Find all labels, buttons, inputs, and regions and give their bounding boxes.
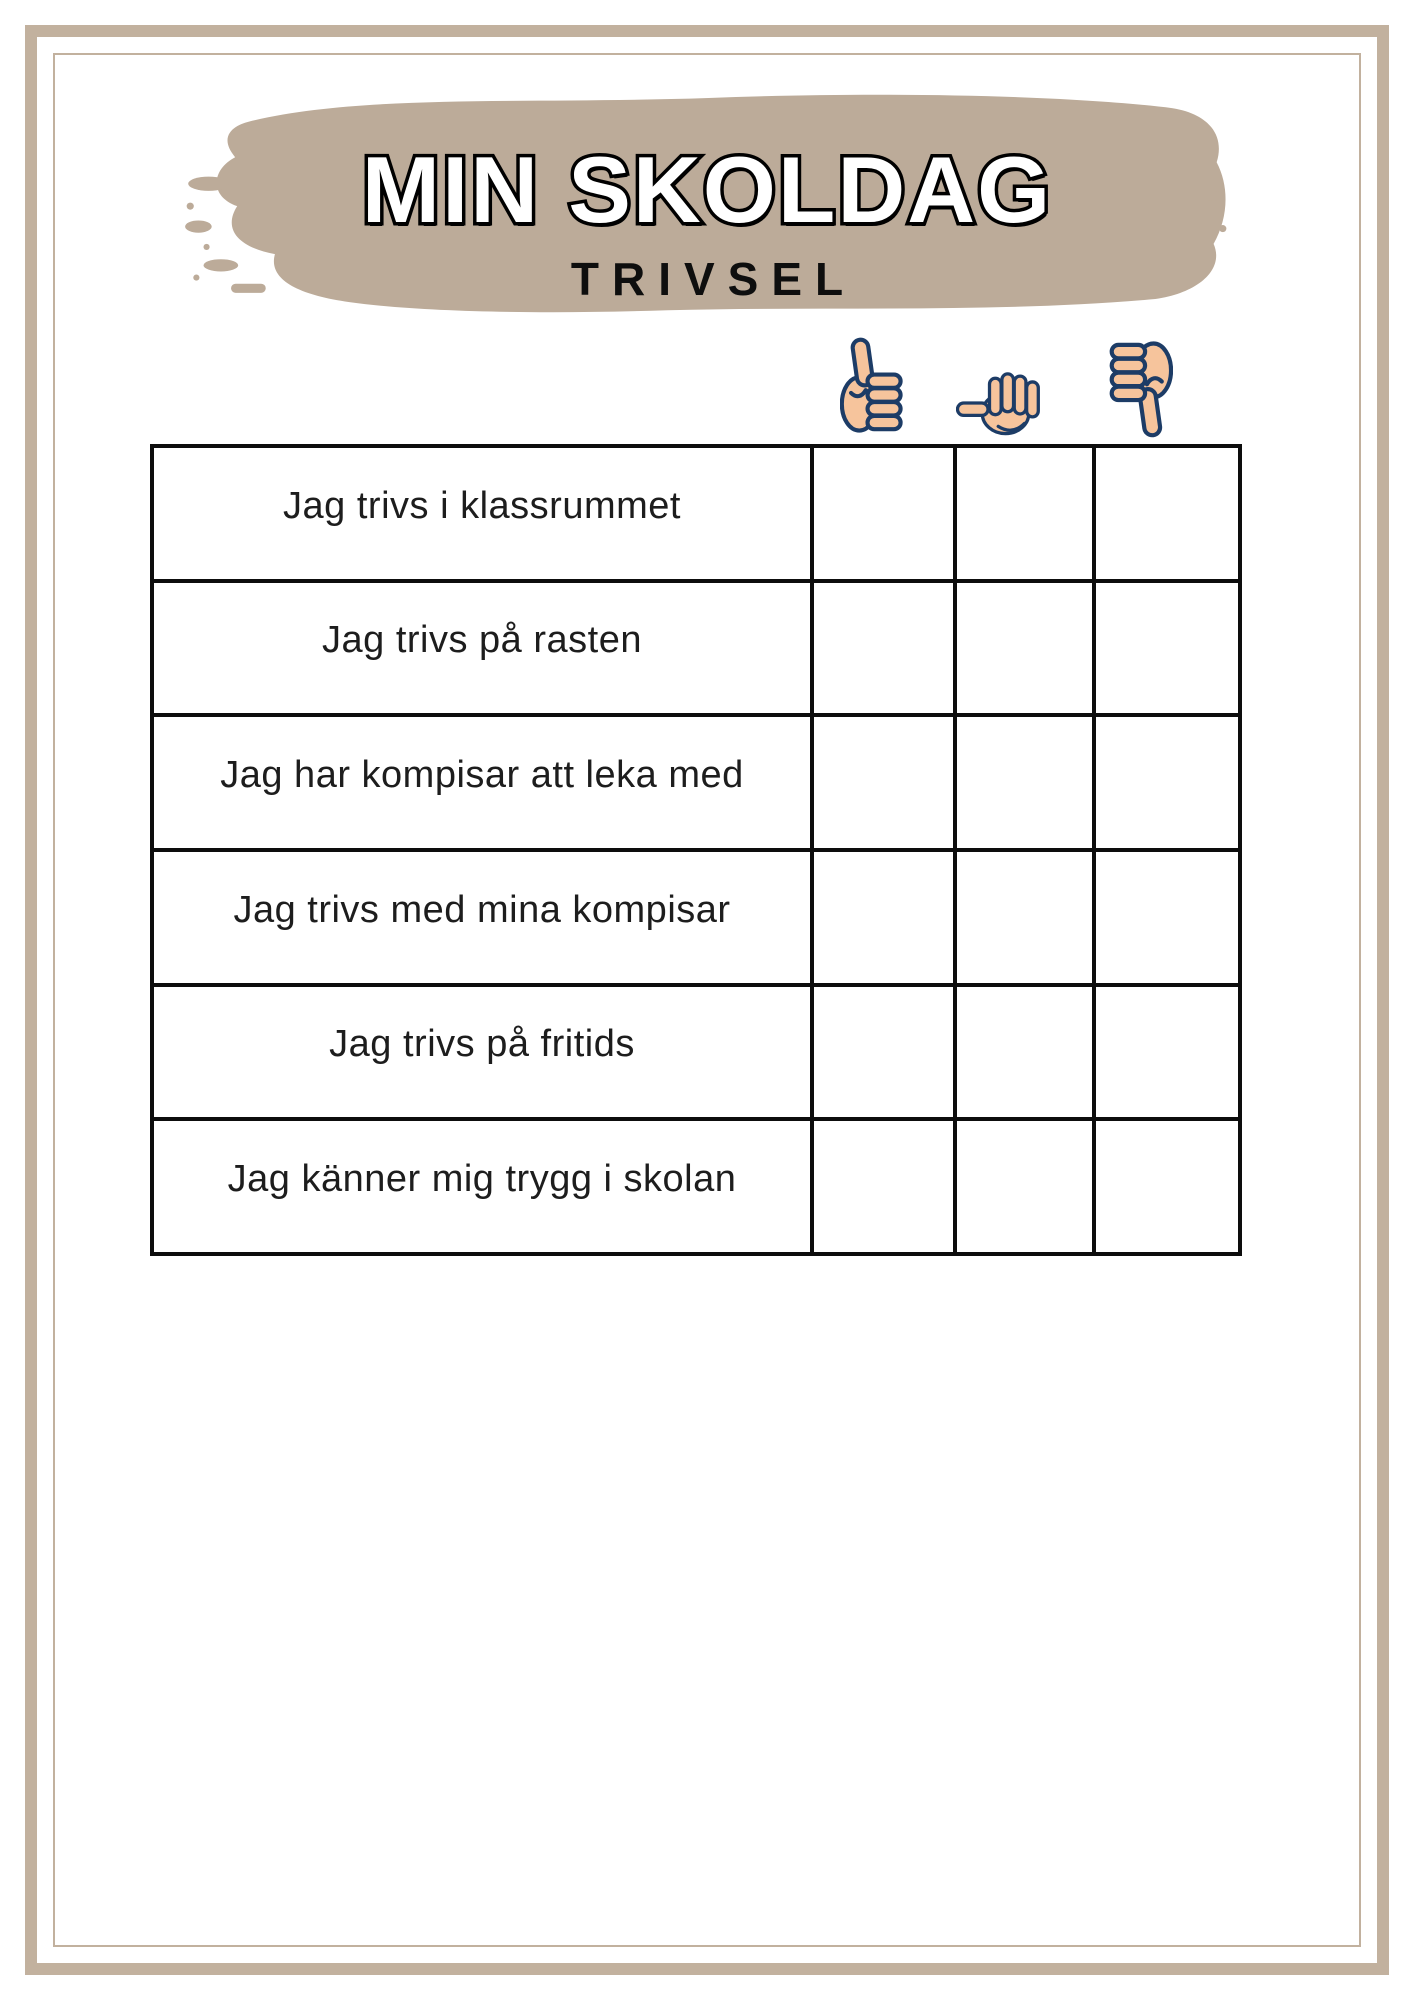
answer-cell-thumbs-up[interactable] xyxy=(812,446,955,581)
answer-cell-thumbs-sideways[interactable] xyxy=(955,581,1094,716)
answer-cell-thumbs-up[interactable] xyxy=(812,715,955,850)
page-subtitle: TRIVSEL xyxy=(570,253,857,305)
table-row xyxy=(152,985,1240,1120)
statement-cell: Jag trivs i klassrummet xyxy=(152,446,812,581)
thumbs-up-icon xyxy=(840,336,904,437)
wellbeing-survey-table xyxy=(150,444,1242,1256)
thumbs-sideways-icon xyxy=(956,371,1051,438)
answer-cell-thumbs-up[interactable] xyxy=(812,985,955,1120)
table-row xyxy=(152,715,1240,850)
statement-cell: Jag trivs på fritids xyxy=(152,985,812,1120)
answer-cell-thumbs-down[interactable] xyxy=(1094,985,1240,1120)
answer-cell-thumbs-sideways[interactable] xyxy=(955,1119,1094,1254)
page-title: MIN SKOLDAG xyxy=(361,137,1053,242)
answer-cell-thumbs-sideways[interactable] xyxy=(955,446,1094,581)
table-row xyxy=(152,1119,1240,1254)
answer-cell-thumbs-sideways[interactable] xyxy=(955,985,1094,1120)
answer-cell-thumbs-up[interactable] xyxy=(812,1119,955,1254)
answer-cell-thumbs-down[interactable] xyxy=(1094,581,1240,716)
answer-cell-thumbs-down[interactable] xyxy=(1094,446,1240,581)
table-row xyxy=(152,581,1240,716)
answer-cell-thumbs-down[interactable] xyxy=(1094,715,1240,850)
answer-cell-thumbs-down[interactable] xyxy=(1094,1119,1240,1254)
statement-cell: Jag trivs med mina kompisar xyxy=(152,850,812,985)
answer-cell-thumbs-sideways[interactable] xyxy=(955,715,1094,850)
statement-cell: Jag har kompisar att leka med xyxy=(152,715,812,850)
answer-cell-thumbs-up[interactable] xyxy=(812,850,955,985)
table-row xyxy=(152,850,1240,985)
statement-cell: Jag känner mig trygg i skolan xyxy=(152,1119,812,1254)
answer-cell-thumbs-up[interactable] xyxy=(812,581,955,716)
table-row xyxy=(152,446,1240,581)
answer-cell-thumbs-down[interactable] xyxy=(1094,850,1240,985)
thumbs-down-icon xyxy=(1108,337,1173,439)
answer-cell-thumbs-sideways[interactable] xyxy=(955,850,1094,985)
statement-cell: Jag trivs på rasten xyxy=(152,581,812,716)
